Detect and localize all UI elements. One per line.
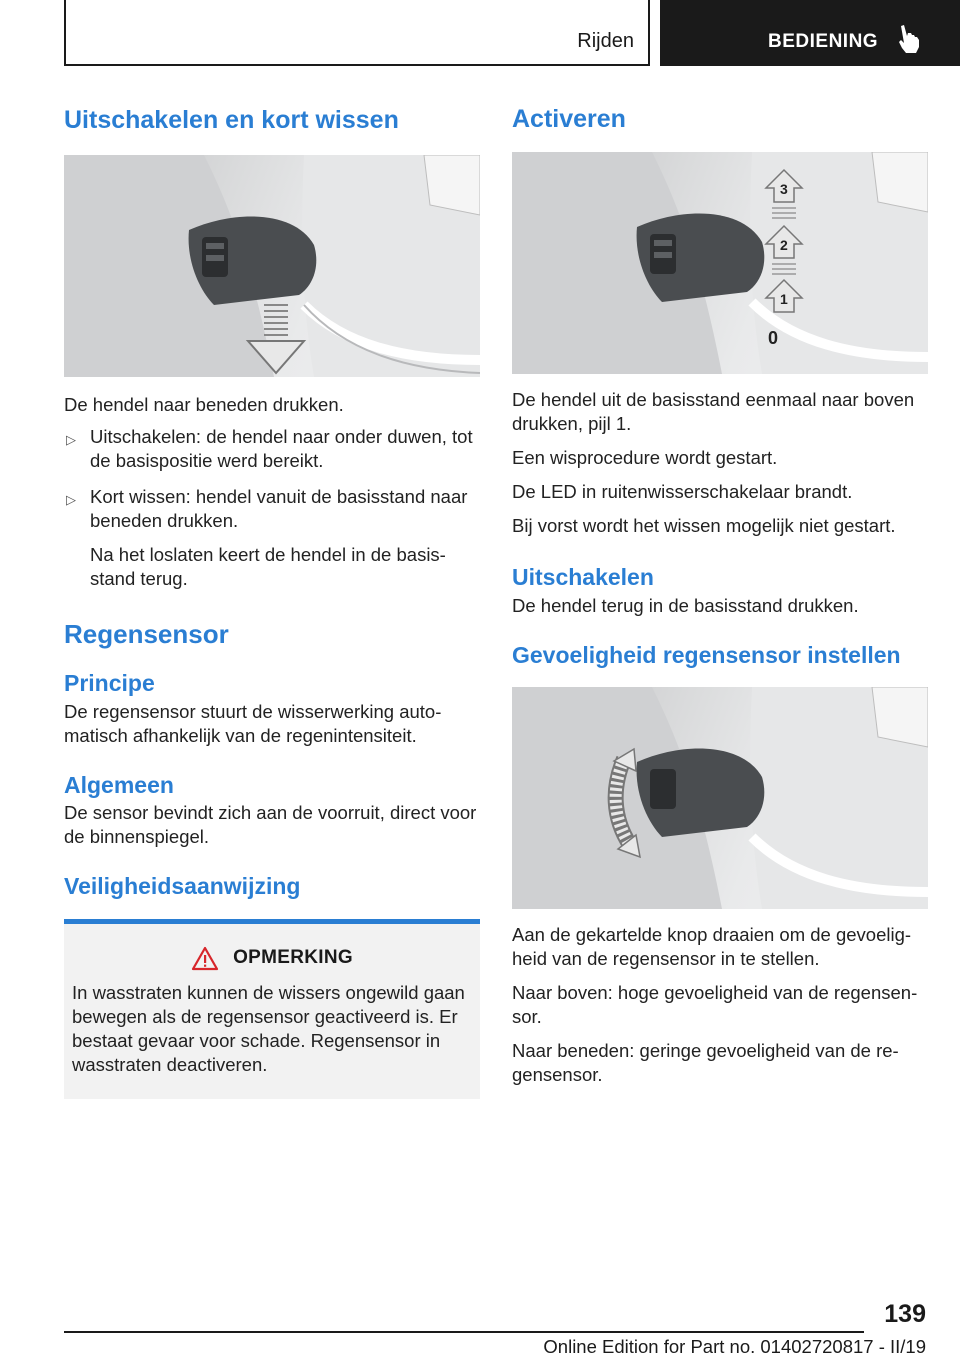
subsection-title-switch-off: Uitschakelen: [512, 564, 654, 590]
principle-text: De regensensor stuurt de wisserwerking auto-matisch afhankelijk van de regenintensiteit.: [64, 700, 442, 746]
bullet-text: Kort wissen: hendel vanuit de basisstand naar beneden drukken.: [90, 486, 468, 531]
lever-up-illustration: [512, 152, 928, 374]
activate-text-1: De hendel uit de basisstand eenmaal naar boven drukken, pijl 1.: [512, 389, 915, 434]
bullet-item: [64, 485, 480, 533]
arrow-label: 3: [780, 181, 788, 197]
bullet-text: Uitschakelen: de hendel naar onder duwen, tot de basispositie werd bereikt.: [90, 426, 473, 471]
footer-edition: Online Edition for Part no. 01402720817 - II/19: [543, 1336, 926, 1357]
subsection-title-general: Algemeen: [64, 771, 174, 798]
warning-header: [72, 946, 472, 971]
activate-text-4: Bij vorst wordt het wissen mogelijk niet gestart.: [512, 515, 896, 536]
triangle-bullet-icon: ▷: [66, 492, 76, 507]
figure-lever-up: [512, 152, 928, 374]
triangle-bullet-icon: ▷: [66, 432, 76, 447]
subsection-title-sensitivity: Gevoeligheid regensensor instellen: [512, 641, 901, 668]
warning-title: OPMERKING: [233, 947, 353, 969]
warning-triangle-icon: [191, 946, 219, 971]
section-title-activate: Activeren: [512, 105, 626, 133]
activate-text-3: De LED in ruitenwisserschakelaar brandt.: [512, 481, 853, 502]
page-header: [0, 0, 960, 66]
switch-off-bullets: [64, 425, 480, 533]
sensitivity-text-2: Naar boven: hoge gevoeligheid van de regensen-sor.: [512, 982, 918, 1028]
sensitivity-text-3: Naar beneden: geringe gevoeligheid van de re-gensensor.: [512, 1040, 899, 1086]
section-title-rain-sensor: Regensensor: [64, 619, 229, 649]
arrow-label: 1: [780, 291, 788, 307]
sensitivity-text-1: Aan de gekartelde knop draaien om de gevoelig-heid van de regensensor in te stellen.: [512, 924, 912, 970]
right-column: [512, 100, 928, 1087]
activate-text-2: Een wisprocedure wordt gestart.: [512, 447, 778, 468]
section-title-switch-off: Uitschakelen en kort wissen: [64, 106, 399, 134]
header-section-box: [64, 0, 650, 66]
switch-off-text: De hendel terug in de basisstand drukken.: [512, 594, 859, 616]
general-text: De sensor bevindt zich aan de voorruit, direct voor de binnenspiegel.: [64, 802, 477, 848]
arrow-label: 2: [780, 237, 788, 253]
header-chapter-box: [660, 0, 960, 66]
pointing-hand-icon: [896, 24, 922, 54]
warning-box: [64, 919, 480, 1099]
sensitivity-knob-illustration: [512, 687, 928, 909]
arrow-label: 0: [768, 328, 779, 348]
header-chapter-title: BEDIENING: [768, 31, 879, 52]
warning-text: In wasstraten kunnen de wissers ongewild gaan bewegen als de regensensor geactiveerd is. Er bestaat gevaar voor schade. Regensensor in wasstraten deactiveren.: [72, 981, 465, 1075]
bullet2-note: Na het loslaten keert de hendel in de basis-stand terug.: [90, 544, 446, 589]
page-number: 139: [884, 1300, 926, 1328]
header-section-title: Rijden: [577, 30, 634, 52]
left-column: [64, 100, 480, 1099]
lever-down-illustration: [64, 155, 480, 377]
footer-divider: [64, 1331, 864, 1333]
figure1-caption: De hendel naar beneden drukken.: [64, 394, 344, 415]
figure-sensitivity-knob: [512, 687, 928, 909]
figure-lever-down: [64, 155, 480, 377]
bullet-item: [64, 425, 480, 473]
subsection-title-principle: Principe: [64, 670, 155, 697]
subsection-title-safety: Veiligheidsaanwijzing: [64, 873, 301, 900]
